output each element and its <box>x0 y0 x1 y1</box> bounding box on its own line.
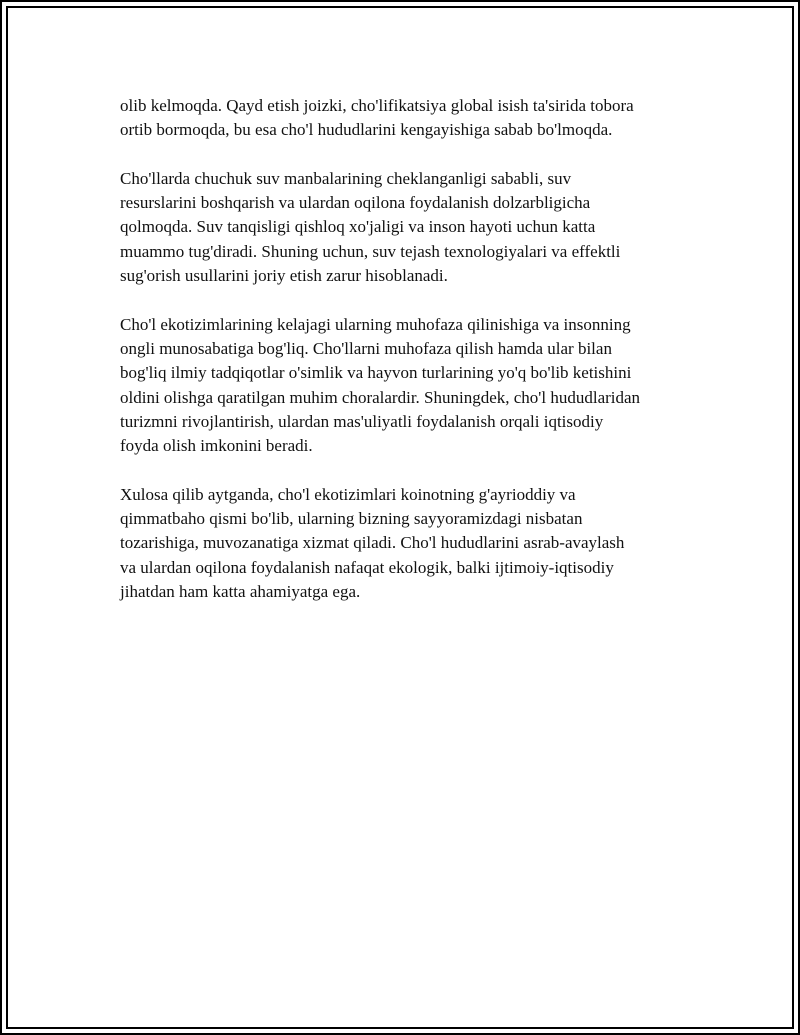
document-body <box>120 94 692 629</box>
paragraph-4: Xulosa qilib aytganda, cho'l ekotizimlari koinotning g'ayrioddiy va qimmatbaho qismi bo'lib, ularning bizning sayyoramizdagi nisbatan tozarishiga, muvozanatiga xizmat qiladi. Cho'l hududlarini asrab-avaylash va ulardan oqilona foydalanish nafaqat ekologik, balki ijtimoiy-iqtisodiy jihatdan ham katta ahamiyatga ega. <box>120 484 625 601</box>
paragraph-3: Cho'l ekotizimlarining kelajagi ularning muhofaza qilinishiga va insonning ongli munosabatiga bog'liq. Cho'llarni muhofaza qilish hamda ular bilan bog'liq ilmiy tadqiqotlar o'simlik va hayvon turlarining yo'q bo'lib ketishini oldini olishga qaratilgan muhim choralardir. Shuningdek, cho'l hududlaridan turizmni rivojlantirish, ulardan mas'uliyatli foydalanish orqali iqtisodiy foyda olish imkonini beradi. <box>120 314 641 456</box>
paragraph-2: Cho'llarda chuchuk suv manbalarining cheklanganligi sababli, suv resurslarini boshqarish va ulardan oqilona foydalanish dolzarbligicha qolmoqda. Suv tanqisligi qishloq xo'jaligi va inson hayoti uchun katta muammo tug'diradi. Shuning uchun, suv tejash texnologiyalari va effektli sug'orish usullarini joriy etish zarur hisoblanadi. <box>120 168 621 286</box>
paragraph-1: olib kelmoqda. Qayd etish joizki, cho'lifikatsiya global isish ta'sirida tobora ortib bormoqda, bu esa cho'l hududlarini kengayishiga sabab bo'lmoqda. <box>120 96 634 140</box>
